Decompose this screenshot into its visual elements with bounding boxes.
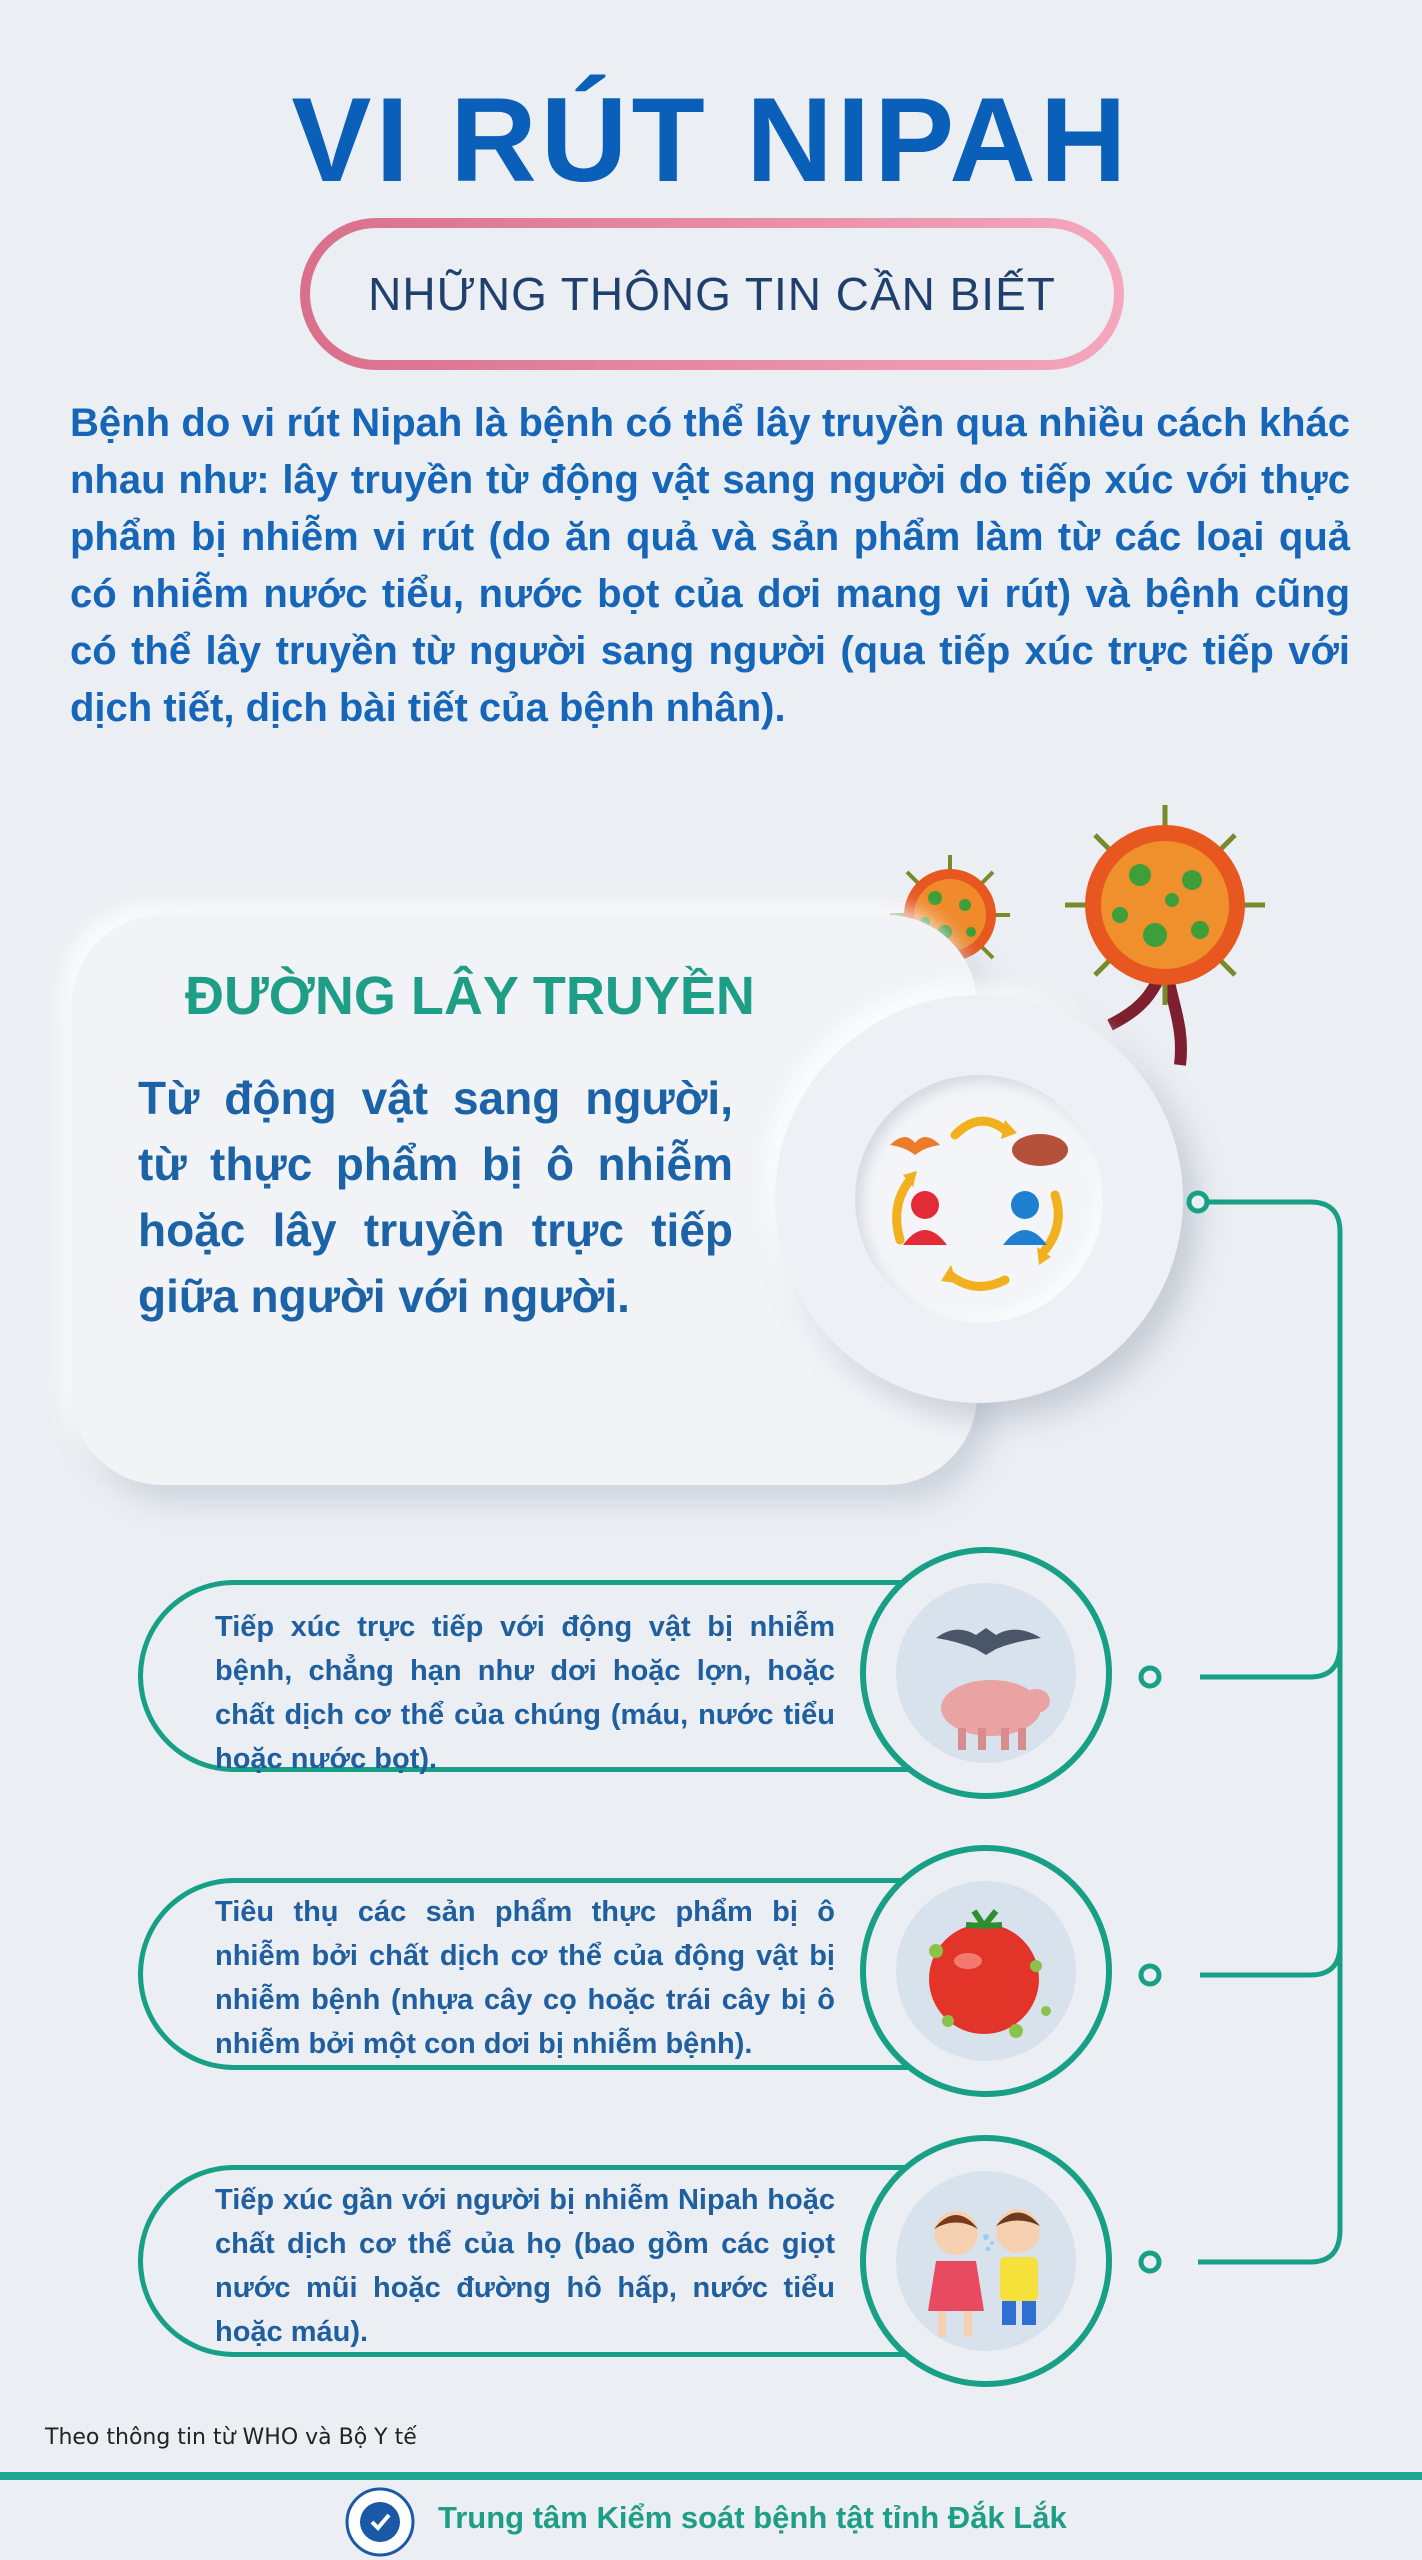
people-sneezing-icon <box>896 2171 1076 2351</box>
footer-divider <box>0 2472 1422 2480</box>
infected-fruit-icon <box>896 1881 1076 2061</box>
page-title: VI RÚT NIPAH <box>291 73 1131 207</box>
transmission-item-2-text: Tiêu thụ các sản phẩm thực phẩm bị ô nhiễm bởi chất dịch cơ thể của động vật bị nhiễm bệnh (nhựa cây cọ hoặc trái cây bị ô nhiễm bởi một con dơi bị nhiễm bệnh). <box>215 1896 835 2060</box>
bat-pig-icon <box>896 1583 1076 1763</box>
transmission-item-3-badge <box>860 2135 1112 2387</box>
source-note: Theo thông tin từ WHO và Bộ Y tế <box>45 2425 417 2450</box>
transmission-summary: Từ động vật sang người, từ thực phẩm bị ô nhiễm hoặc lây truyền trực tiếp giữa người với người. <box>138 1072 733 1322</box>
transmission-item-1-badge <box>860 1547 1112 1799</box>
intro-paragraph: Bệnh do vi rút Nipah là bệnh có thể lây truyền qua nhiều cách khác nhau như: lây truyền từ động vật sang người do tiếp xúc với thực phẩm bị nhiễm vi rút (do ăn quả và sản phẩm làm từ các loại quả có nhiễm nước tiểu, nước bọt của dơi mang vi rút) và bệnh cũng có thể lây truyền từ người sang người (qua tiếp xúc trực tiếp với dịch tiết, dịch bài tiết của bệnh nhân). <box>70 401 1350 730</box>
cdc-logo-icon <box>345 2487 415 2557</box>
subtitle-text: NHỮNG THÔNG TIN CẦN BIẾT <box>310 228 1114 360</box>
transmission-item-1-text: Tiếp xúc trực tiếp với động vật bị nhiễm bệnh, chẳng hạn như dơi hoặc lợn, hoặc chất dịch cơ thể của chúng (máu, nước tiểu hoặc nước bọt). <box>215 1611 835 1775</box>
transmission-heading: ĐƯỜNG LÂY TRUYỀN <box>185 966 755 1026</box>
transmission-item-3-text: Tiếp xúc gần với người bị nhiễm Nipah hoặc chất dịch cơ thể của họ (bao gồm các giọt nước mũi hoặc đường hô hấp, nước tiểu hoặc máu). <box>215 2184 835 2348</box>
organization-name: Trung tâm Kiểm soát bệnh tật tỉnh Đắk Lắk <box>438 2500 1067 2535</box>
transmission-item-2-badge <box>860 1845 1112 2097</box>
